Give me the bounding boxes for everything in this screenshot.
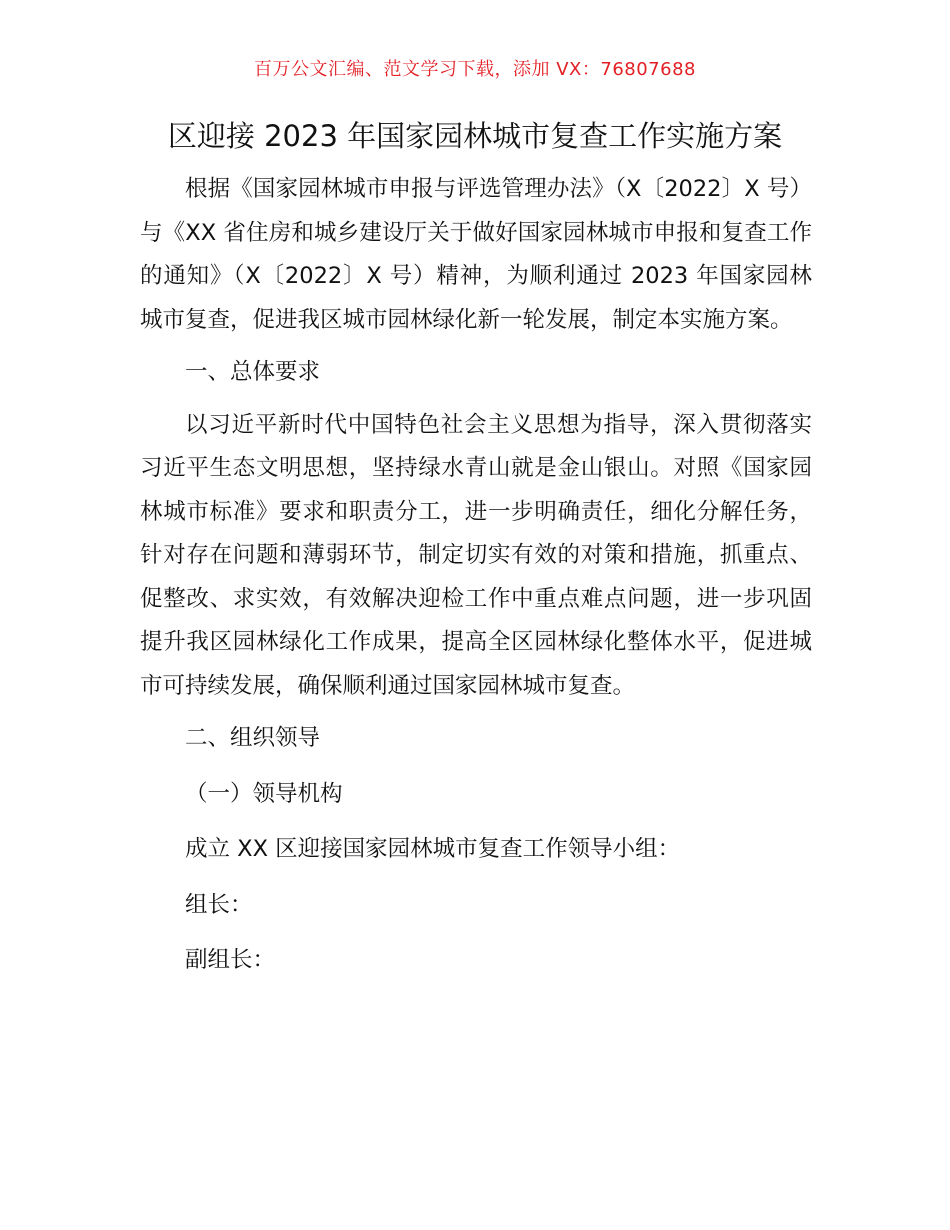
deputy-leader-label: 副组长：: [185, 947, 276, 973]
section-heading-organization: 二、组织领导: [185, 725, 321, 751]
watermark-banner: 百万公文汇编、范文学习下载，添加 VX：76807688: [254, 59, 696, 80]
section-heading-general-requirements: 一、总体要求: [185, 359, 321, 385]
document-title: 区迎接 2023 年国家园林城市复查工作实施方案: [167, 119, 783, 153]
leader-label: 组长：: [185, 891, 253, 918]
intro-paragraph: 根据《国家园林城市申报与评选管理办法》（X〔2022〕X 号）与《XX 省住房和城乡建设厅关于做好国家园林城市申报和复查工作的通知》（X〔2022〕X 号）精神，为顺利通过 2023 年国家园林城市复查，促进我区城市园林绿化新一轮发展，制定本实施方案。: [140, 176, 812, 333]
leading-group-line: 成立 XX 区迎接国家园林城市复查工作领导小组：: [185, 836, 681, 862]
general-requirements-paragraph: 以习近平新时代中国特色社会主义思想为指导，深入贯彻落实习近平生态文明思想，坚持绿水青山就是金山银山。对照《国家园林城市标准》要求和职责分工，进一步明确责任，细化分解任务，针对存在问题和薄弱环节，制定切实有效的对策和措施，抓重点、促整改、求实效，有效解决迎检工作中重点难点问题，进一步巩固提升我区园林绿化工作成果，提高全区园林绿化整体水平，促进城市可持续发展，确保顺利通过国家园林城市复查。: [140, 411, 812, 699]
subsection-heading-leading-body: （一）领导机构: [185, 780, 343, 807]
document-body: [140, 168, 812, 983]
